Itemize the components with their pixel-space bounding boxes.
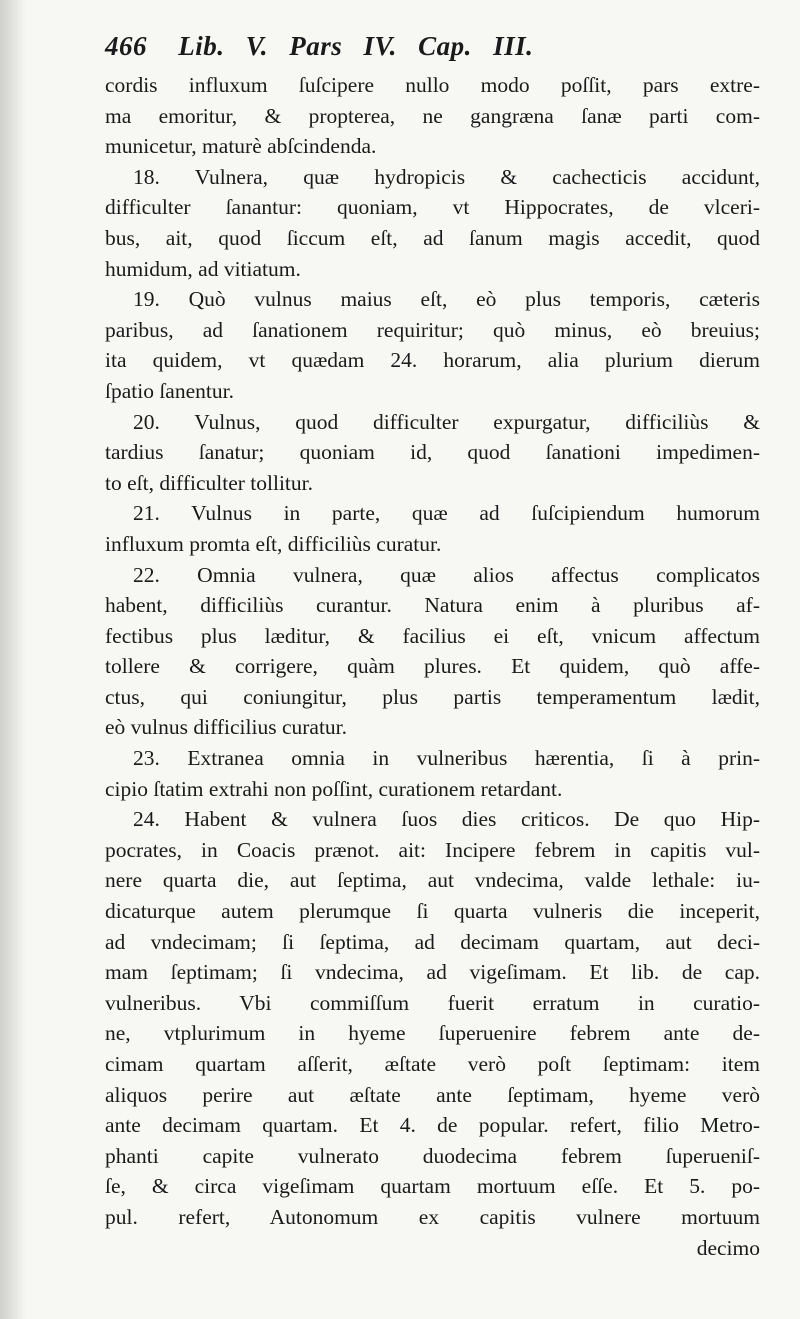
text-line: pocrates, in Coacis prænot. ait: Incipere febrem in capitis vul- [105, 837, 760, 862]
text-line: dicaturque autem plerumque ſi quarta vulneris die inceperit, [105, 899, 760, 924]
text-line: paribus, ad ſanationem requiritur; quò minus, eò breuius; [105, 317, 760, 342]
text-line: tardius ſanatur; quoniam id, quod ſanationi impedimen- [105, 440, 760, 465]
text-line: aliquos perire aut æſtate ante ſeptimam, hyeme verò [105, 1082, 760, 1107]
text-line: 19. Quò vulnus maius eſt, eò plus temporis, cæteris [133, 287, 760, 312]
text-line: decimo [696, 1235, 760, 1260]
text-line: 18. Vulnera, quæ hydropicis & cachecticis accidunt, [133, 164, 760, 189]
text-line: to eſt, difficulter tollitur. [105, 470, 313, 495]
running-head-title: Lib. V. Pars IV. Cap. III. [178, 31, 534, 61]
text-line: 24. Habent & vulnera ſuos dies criticos. De quo Hip- [133, 807, 760, 832]
text-line: eò vulnus difficilius curatur. [105, 715, 348, 740]
text-line: cordis influxum ſuſcipere nullo modo poſſit, pars extre- [105, 73, 760, 97]
text-line: ne, vtplurimum in hyeme ſuperuenire febrem ante de- [105, 1021, 760, 1046]
text-line: ad vndecimam; ſi ſeptima, ad decimam quartam, aut deci- [105, 929, 760, 954]
text-line: bus, ait, quod ſiccum eſt, ad ſanum magis accedit, quod [105, 225, 760, 250]
text-line: 21. Vulnus in parte, quæ ad ſuſcipiendum humorum [133, 501, 760, 526]
text-line: pul. refert, Autonomum ex capitis vulnere mortuum [105, 1204, 760, 1229]
running-head [105, 28, 760, 70]
text-line: 22. Omnia vulnera, quæ alios affectus complicatos [133, 562, 760, 587]
text-line: ctus, qui coniungitur, plus partis temperamentum lædit, [105, 684, 760, 709]
text-line: ante decimam quartam. Et 4. de popular. refert, filio Metro- [105, 1113, 760, 1138]
text-line: 23. Extranea omnia in vulneribus hærentia, ſi à prin- [133, 746, 760, 771]
text-line: influxum promta eſt, difficiliùs curatur. [105, 531, 442, 556]
text-line: ma emoritur, & propterea, ne gangræna ſanæ parti com- [105, 103, 760, 128]
page-gutter-shadow [0, 0, 26, 1319]
text-line: habent, difficiliùs curantur. Natura enim à pluribus af- [105, 593, 760, 618]
text-line: phanti capite vulnerato duodecima febrem ſuperueniſ- [105, 1143, 760, 1168]
text-line: fectibus plus læditur, & facilius ei eſt, vnicum affectum [105, 623, 760, 648]
body-text [105, 70, 760, 1263]
text-line: cipio ſtatim extrahi non poſſint, curationem retardant. [105, 776, 563, 801]
text-line: 20. Vulnus, quod difficulter expurgatur, difficiliùs & [133, 409, 760, 434]
text-line: cimam quartam aſſerit, æſtate verò poſt ſeptimam: item [105, 1052, 760, 1076]
text-line: ita quidem, vt quædam 24. horarum, alia plurium dierum [105, 348, 760, 373]
text-line: humidum, ad vitiatum. [105, 256, 301, 281]
text-line: ſpatio ſanentur. [105, 378, 234, 403]
text-line: municetur, maturè abſcindenda. [105, 134, 377, 159]
text-line: vulneribus. Vbi commiſſum fuerit erratum in curatio- [105, 990, 760, 1015]
text-line: nere quarta die, aut ſeptima, aut vndecima, valde lethale: iu- [105, 868, 760, 893]
page-text-block [105, 28, 760, 1263]
text-line: mam ſeptimam; ſi vndecima, ad vigeſimam. Et lib. de cap. [105, 960, 760, 985]
page-number: 466 [105, 31, 147, 61]
text-line: difficulter ſanantur: quoniam, vt Hippocrates, de vlceri- [105, 195, 760, 220]
text-line: tollere & corrigere, quàm plures. Et quidem, quò affe- [105, 654, 760, 679]
text-line: ſe, & circa vigeſimam quartam mortuum eſſe. Et 5. po- [105, 1174, 760, 1199]
